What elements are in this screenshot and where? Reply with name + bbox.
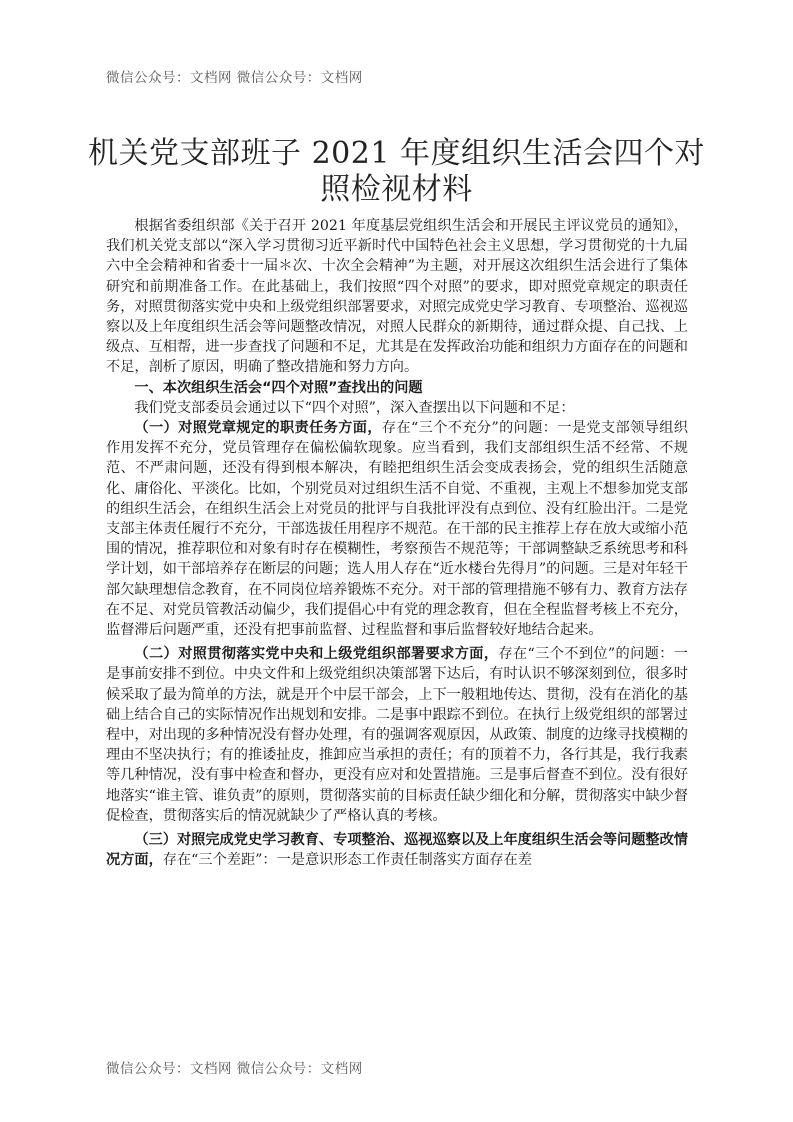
item-3-text: 存在“三个差距”：一是意识形态工作责任制落实方面存在差 bbox=[162, 852, 532, 869]
item-2-paragraph bbox=[106, 644, 688, 826]
page-header-watermark: 微信公众号：文档网 微信公众号：文档网 bbox=[106, 70, 363, 86]
title-line-1: 机关党支部班子 2021 年度组织生活会四个对 bbox=[88, 136, 705, 171]
item-3-paragraph bbox=[106, 830, 688, 870]
intro-paragraph: 根据省委组织部《关于召开 2021 年度基层党组织生活会和开展民主评议党员的通知》，我们机关党支部以“深入学习贯彻习近平新时代中国特色社会主义思想，学习贯彻党的十九届六中全会精神和省委十一届＊次、十次全会精神”为主题，对开展这次组织生活会进行了集体研究和前期准备工作。在此基础上，我们按照“四个对照”的要求，即对照党章规定的职责任务，对照贯彻落实党中央和上级党组织部署要求，对照完成党史学习教育、专项整治、巡视巡察以及上年度组织生活会等问题整改情况，对照人民群众的新期待，通过群众提、自己找、上级点、互相帮，进一步查找了问题和不足，尤其是在发挥政治功能和组织力方面存在的问题和不足，剖析了原因，明确了整改措施和努力方向。 bbox=[106, 218, 688, 376]
item-2-lead: （二）对照贯彻落实党中央和上级党组织部署要求方面， bbox=[134, 646, 499, 663]
document-title bbox=[0, 136, 793, 208]
item-1-paragraph bbox=[106, 418, 688, 640]
item-2-text: 存在“三个不到位”的问题：一是事前安排不到位。中央文件和上级党组织决策部署下达后，有时认识不够深刻到位，很多时候采取了最为简单的方法，就是开个中层干部会，上下一般粗地传达、贯彻，没有在消化的基础上结合自己的实际情况作出规划和安排。二是事中跟踪不到位。在执行上级党组织的部署过程中，对出现的多种情况没有督办处理，有的强调客观原因，从政策、制度的边缘寻找模糊的理由不坚决执行；有的推诿扯皮，推卸应当承担的责任；有的顶着不力，各行其是，我行我素等几种情况，没有事中检查和督办，更没有应对和处置措施。三是事后督查不到位。没有很好地落实“谁主管、谁负责”的原则，贯彻落实前的目标责任缺少细化和分解，贯彻落实中缺少督促检查，贯彻落实后的情况就缺少了严格认真的考核。 bbox=[106, 646, 689, 824]
document-body bbox=[106, 216, 688, 871]
item-1-lead: （一）对照党章规定的职责任务方面， bbox=[134, 420, 382, 437]
title-line-2: 照检视材料 bbox=[320, 172, 473, 207]
item-3-lead: （三）对照完成党史学习教育、专项整治、巡视巡察以及上年度组织生活会等问题整改情况方面， bbox=[106, 832, 688, 869]
item-1-text: 存在“三个不充分”的问题：一是党支部领导组织作用发挥不充分，党员管理存在偏松偏软现象。应当看到，我们支部组织生活不经常、不规范、不严肃问题，还没有得到根本解决，有睦把组织生活会变成表扬会，党的组织生活随意化、庸俗化、平淡化。比如，个别党员对过组织生活不自觉、不重视，主观上不想参加党支部的组织生活会，在组织生活会上对党员的批评与自我批评没有点到位、没有红脸出汗。二是党支部主体责任履行不充分，干部选拔任用程序不规范。在干部的民主推荐上存在放大或缩小范围的情况，推荐职位和对象有时存在模糊性，考察预告不规范等；干部调整缺乏系统思考和科学计划，如干部培养存在断层的问题；选人用人存在“近水楼台先得月”的问题。三是对年轻干部欠缺理想信念教育，在不同岗位培养锻炼不充分。对干部的管理措施不够有力、教育方法存在不足、对党员管教活动偏少，我们提倡心中有党的理念教育，但在全程监督考核上不充分，监督滞后问题严重，还没有把事前监督、过程监督和事后监督较好地结合起来。 bbox=[106, 420, 689, 639]
page-footer-watermark: 微信公众号：文档网 微信公众号：文档网 bbox=[106, 1061, 363, 1077]
section-1-intro: 我们党支部委员会通过以下“四个对照”，深入查摆出以下问题和不足： bbox=[134, 399, 575, 416]
section-1-heading: 一、本次组织生活会“四个对照”查找出的问题 bbox=[134, 379, 423, 396]
